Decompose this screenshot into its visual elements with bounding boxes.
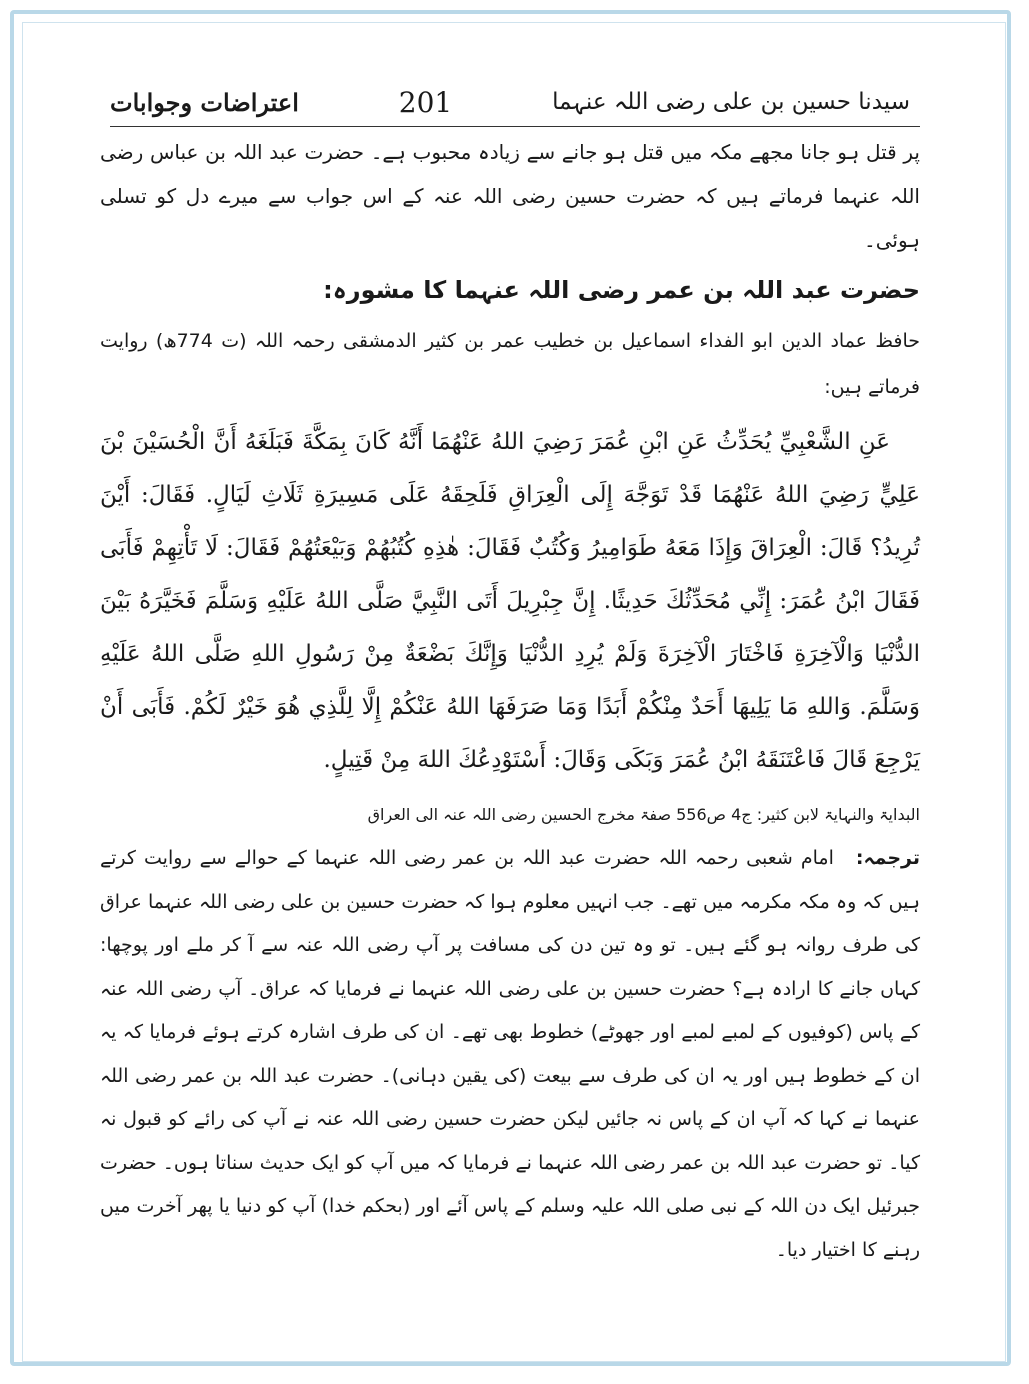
page-body <box>100 130 920 1272</box>
arabic-hadith: عَنِ الشَّعْبِيِّ يُحَدِّثُ عَنِ ابْنِ عُمَرَ رَضِيَ اللهُ عَنْهُمَا أَنَّهُ كَانَ بِمَكَّةَ فَبَلَغَهُ أَنَّ الْحُسَيْنَ بْنَ عَلِيٍّ رَضِيَ اللهُ عَنْهُمَا قَدْ تَوَجَّهَ إِلَى الْعِرَاقِ فَلَحِقَهُ عَلَى مَسِيرَةِ ثَلَاثِ لَيَالٍ. فَقَالَ: أَيْنَ تُرِيدُ؟ قَالَ: الْعِرَاقَ وَإِذَا مَعَهُ طَوَامِيرُ وَكُتُبٌ فَقَالَ: هٰذِهِ كُتُبُهُمْ وَبَيْعَتُهُمْ فَقَالَ: لَا تَأْتِهِمْ فَأَبَى فَقَالَ ابْنُ عُمَرَ: إِنِّي مُحَدِّثُكَ حَدِيثًا. إِنَّ جِبْرِيلَ أَتَى النَّبِيَّ صَلَّى اللهُ عَلَيْهِ وَسَلَّمَ فَخَيَّرَهُ بَيْنَ الدُّنْيَا وَالْآخِرَةِ فَاخْتَارَ الْآخِرَةَ وَلَمْ يُرِدِ الدُّنْيَا وَإِنَّكَ بَضْعَةٌ مِنْ رَسُولِ اللهِ صَلَّى اللهُ عَلَيْهِ وَسَلَّمَ. وَاللهِ مَا يَلِيهَا أَحَدٌ مِنْكُمْ أَبَدًا وَمَا صَرَفَهَا اللهُ عَنْكُمْ إِلَّا لِلَّذِي هُوَ خَيْرٌ لَكُمْ. فَأَبَى أَنْ يَرْجِعَ قَالَ فَاعْتَنَقَهُ ابْنُ عُمَرَ وَبَكَى وَقَالَ: أَسْتَوْدِعُكَ اللهَ مِنْ قَتِيلٍ. <box>100 429 920 773</box>
intro-paragraph: پر قتل ہو جانا مجھے مکہ میں قتل ہو جانے سے زیادہ محبوب ہے۔ حضرت عبد اللہ بن عباس رضی اللہ عنہما فرماتے ہیں کہ حضرت حسین رضی اللہ عنہ کے اس جواب سے میرے دل کو تسلی ہوئی۔ <box>100 140 920 252</box>
section-title: اعتراضات وجوابات <box>110 87 299 117</box>
header-divider <box>110 126 920 127</box>
translation-label: ترجمہ: <box>855 847 920 869</box>
source-reference: البدایۃ والنہایۃ لابن کثیر: ج4 ص556 صفۃ مخرج الحسین رضی اللہ عنہ الی العراق <box>367 805 920 824</box>
page-number: 201 <box>398 85 453 119</box>
narrator-line: حافظ عماد الدین ابو الفداء اسماعیل بن خطیب عمر بن کثیر الدمشقی رحمہ اللہ (ت 774ھ) روایت فرماتے ہیں: <box>100 330 920 398</box>
running-header <box>110 80 910 124</box>
translation-text: امام شعبی رحمہ اللہ حضرت عبد اللہ بن عمر رضی اللہ عنہما کے حوالے سے روایت کرتے ہیں کہ وہ مکہ مکرمہ میں تھے۔ جب انہیں معلوم ہوا کہ حضرت حسین بن علی رضی اللہ عنہما عراق کی طرف روانہ ہو گئے ہیں۔ تو وہ تین دن کی مسافت پر آپ رضی اللہ عنہ سے آ کر ملے اور پوچھا: کہاں جانے کا ارادہ ہے؟ حضرت حسین بن علی رضی اللہ عنہما نے فرمایا کہ عراق۔ آپ رضی اللہ عنہ کے پاس (کوفیوں کے لمبے لمبے اور جھوٹے) خطوط بھی تھے۔ ان کی طرف اشارہ کرتے ہوئے فرمایا کہ یہ ان کے خطوط ہیں اور یہ ان کی طرف سے بیعت (کی یقین دہانی)۔ حضرت عبد اللہ بن عمر رضی اللہ عنہما نے کہا کہ آپ ان کے پاس نہ جائیں لیکن حضرت حسین رضی اللہ عنہ نے آپ کی رائے کو قبول نہ کیا۔ تو حضرت عبد اللہ بن عمر رضی اللہ عنہما نے فرمایا کہ میں آپ کو ایک حدیث سناتا ہوں۔ حضرت جبرئیل ایک دن اللہ کے نبی صلی اللہ علیہ وسلم کے پاس آئے اور (بحکم خدا) آپ کو دنیا یا پھر آخرت میں رہنے کا اختیار دیا۔ <box>100 847 920 1261</box>
section-heading: حضرت عبد اللہ بن عمر رضی اللہ عنہما کا مشورہ: <box>323 276 920 304</box>
translation-paragraph <box>100 837 920 1272</box>
book-title: سیدنا حسین بن علی رضی اللہ عنہما <box>552 89 910 115</box>
